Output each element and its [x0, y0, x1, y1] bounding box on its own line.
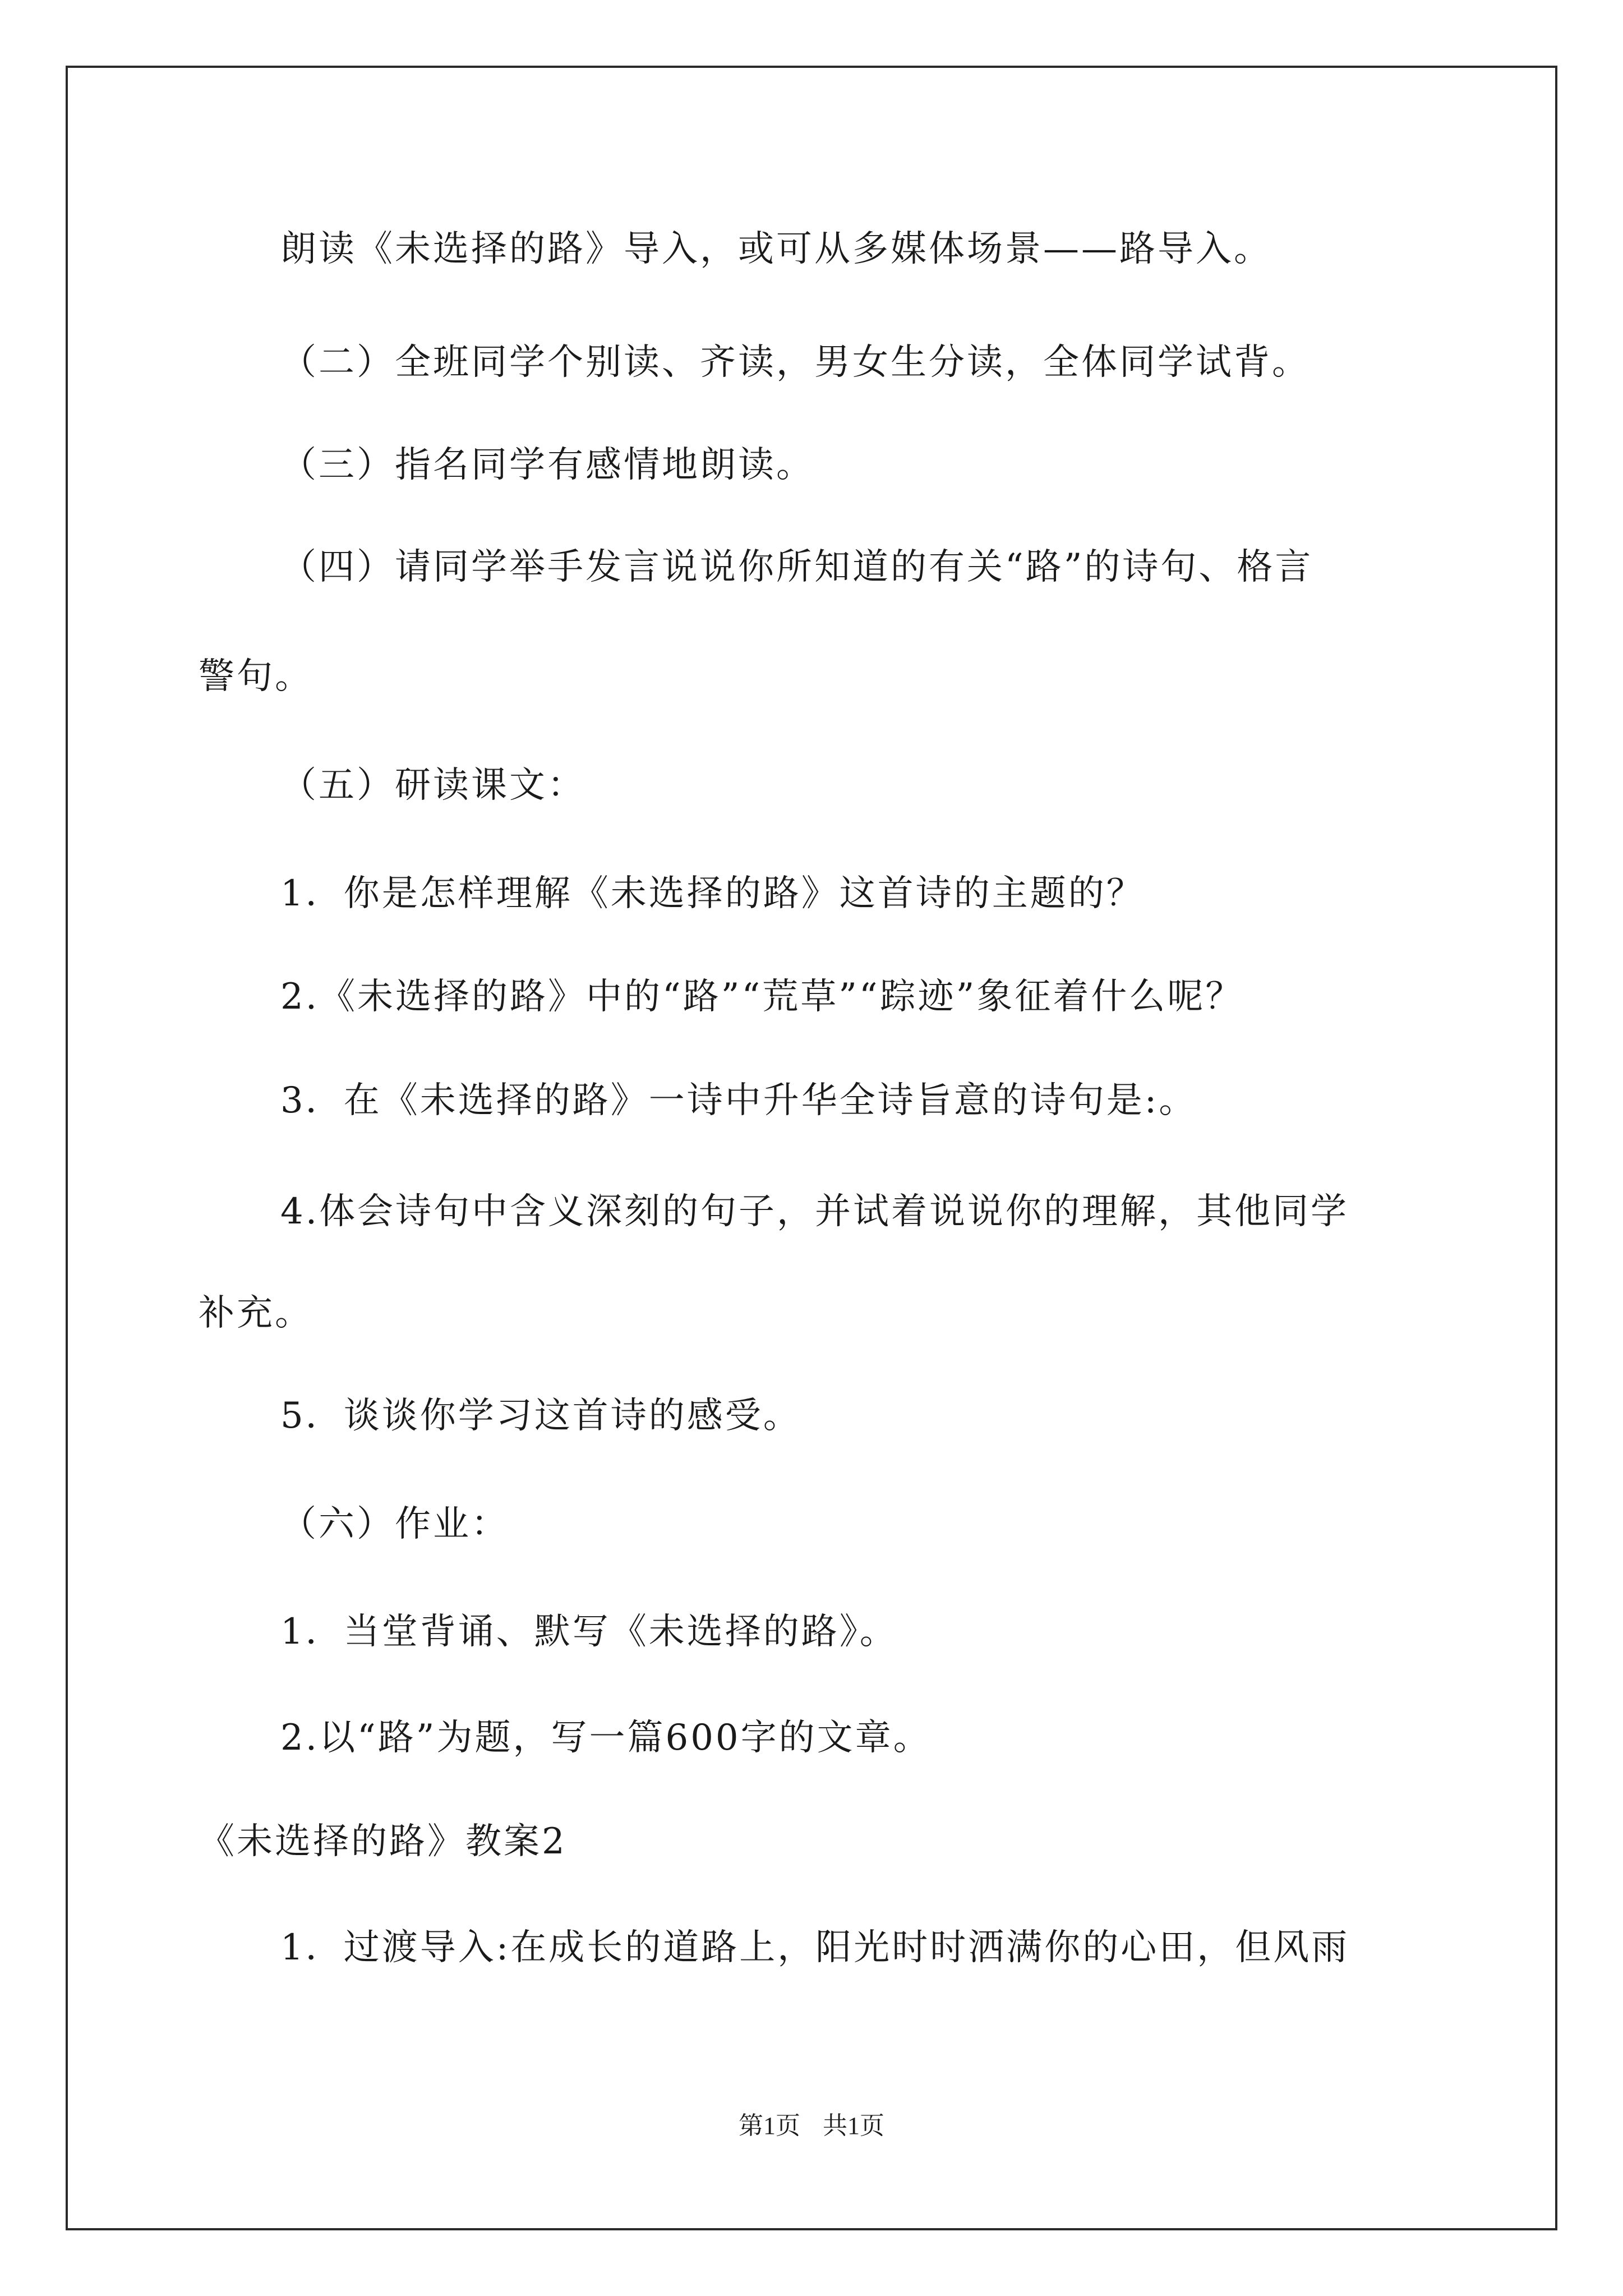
paragraph-line: 1．你是怎样理解《未选择的路》这首诗的主题的？	[280, 873, 1145, 914]
page-number-current: 第1页	[739, 2112, 800, 2139]
page-footer	[0, 2110, 1623, 2142]
paragraph-line: （三）指名同学有感情地朗读。	[280, 444, 814, 486]
paragraph-line: 补充。	[199, 1292, 313, 1334]
paragraph-line: 1．当堂背诵、默写《未选择的路》。	[280, 1611, 898, 1653]
paragraph-line: 3．在《未选择的路》一诗中升华全诗旨意的诗句是:。	[280, 1080, 1197, 1121]
paragraph-line: 警句。	[199, 656, 313, 697]
paragraph-line: 2.《未选择的路》中的“路”“荒草”“踪迹”象征着什么呢？	[280, 976, 1244, 1018]
paragraph-line: 4.体会诗句中含义深刻的句子，并试着说说你的理解，其他同学	[280, 1191, 1349, 1232]
paragraph-line: 1．过渡导入:在成长的道路上，阳光时时洒满你的心田，但风雨	[280, 1927, 1350, 1968]
paragraph-line: 2.以“路”为题，写一篇600字的文章。	[280, 1717, 932, 1759]
paragraph-line: （五）研读课文：	[280, 765, 585, 806]
paragraph-line: （二）全班同学个别读、齐读，男女生分读，全体同学试背。	[280, 342, 1310, 383]
section-heading: 《未选择的路》教案2	[199, 1821, 567, 1862]
page-border	[66, 66, 1557, 2230]
paragraph-line: 朗读《未选择的路》导入，或可从多媒体场景——路导入。	[280, 228, 1272, 270]
paragraph-line: （六）作业：	[280, 1503, 509, 1545]
page-number-total: 共1页	[823, 2112, 884, 2139]
paragraph-line: 5．谈谈你学习这首诗的感受。	[280, 1395, 801, 1437]
paragraph-line: （四）请同学举手发言说说你所知道的有关“路”的诗句、格言	[280, 546, 1313, 588]
